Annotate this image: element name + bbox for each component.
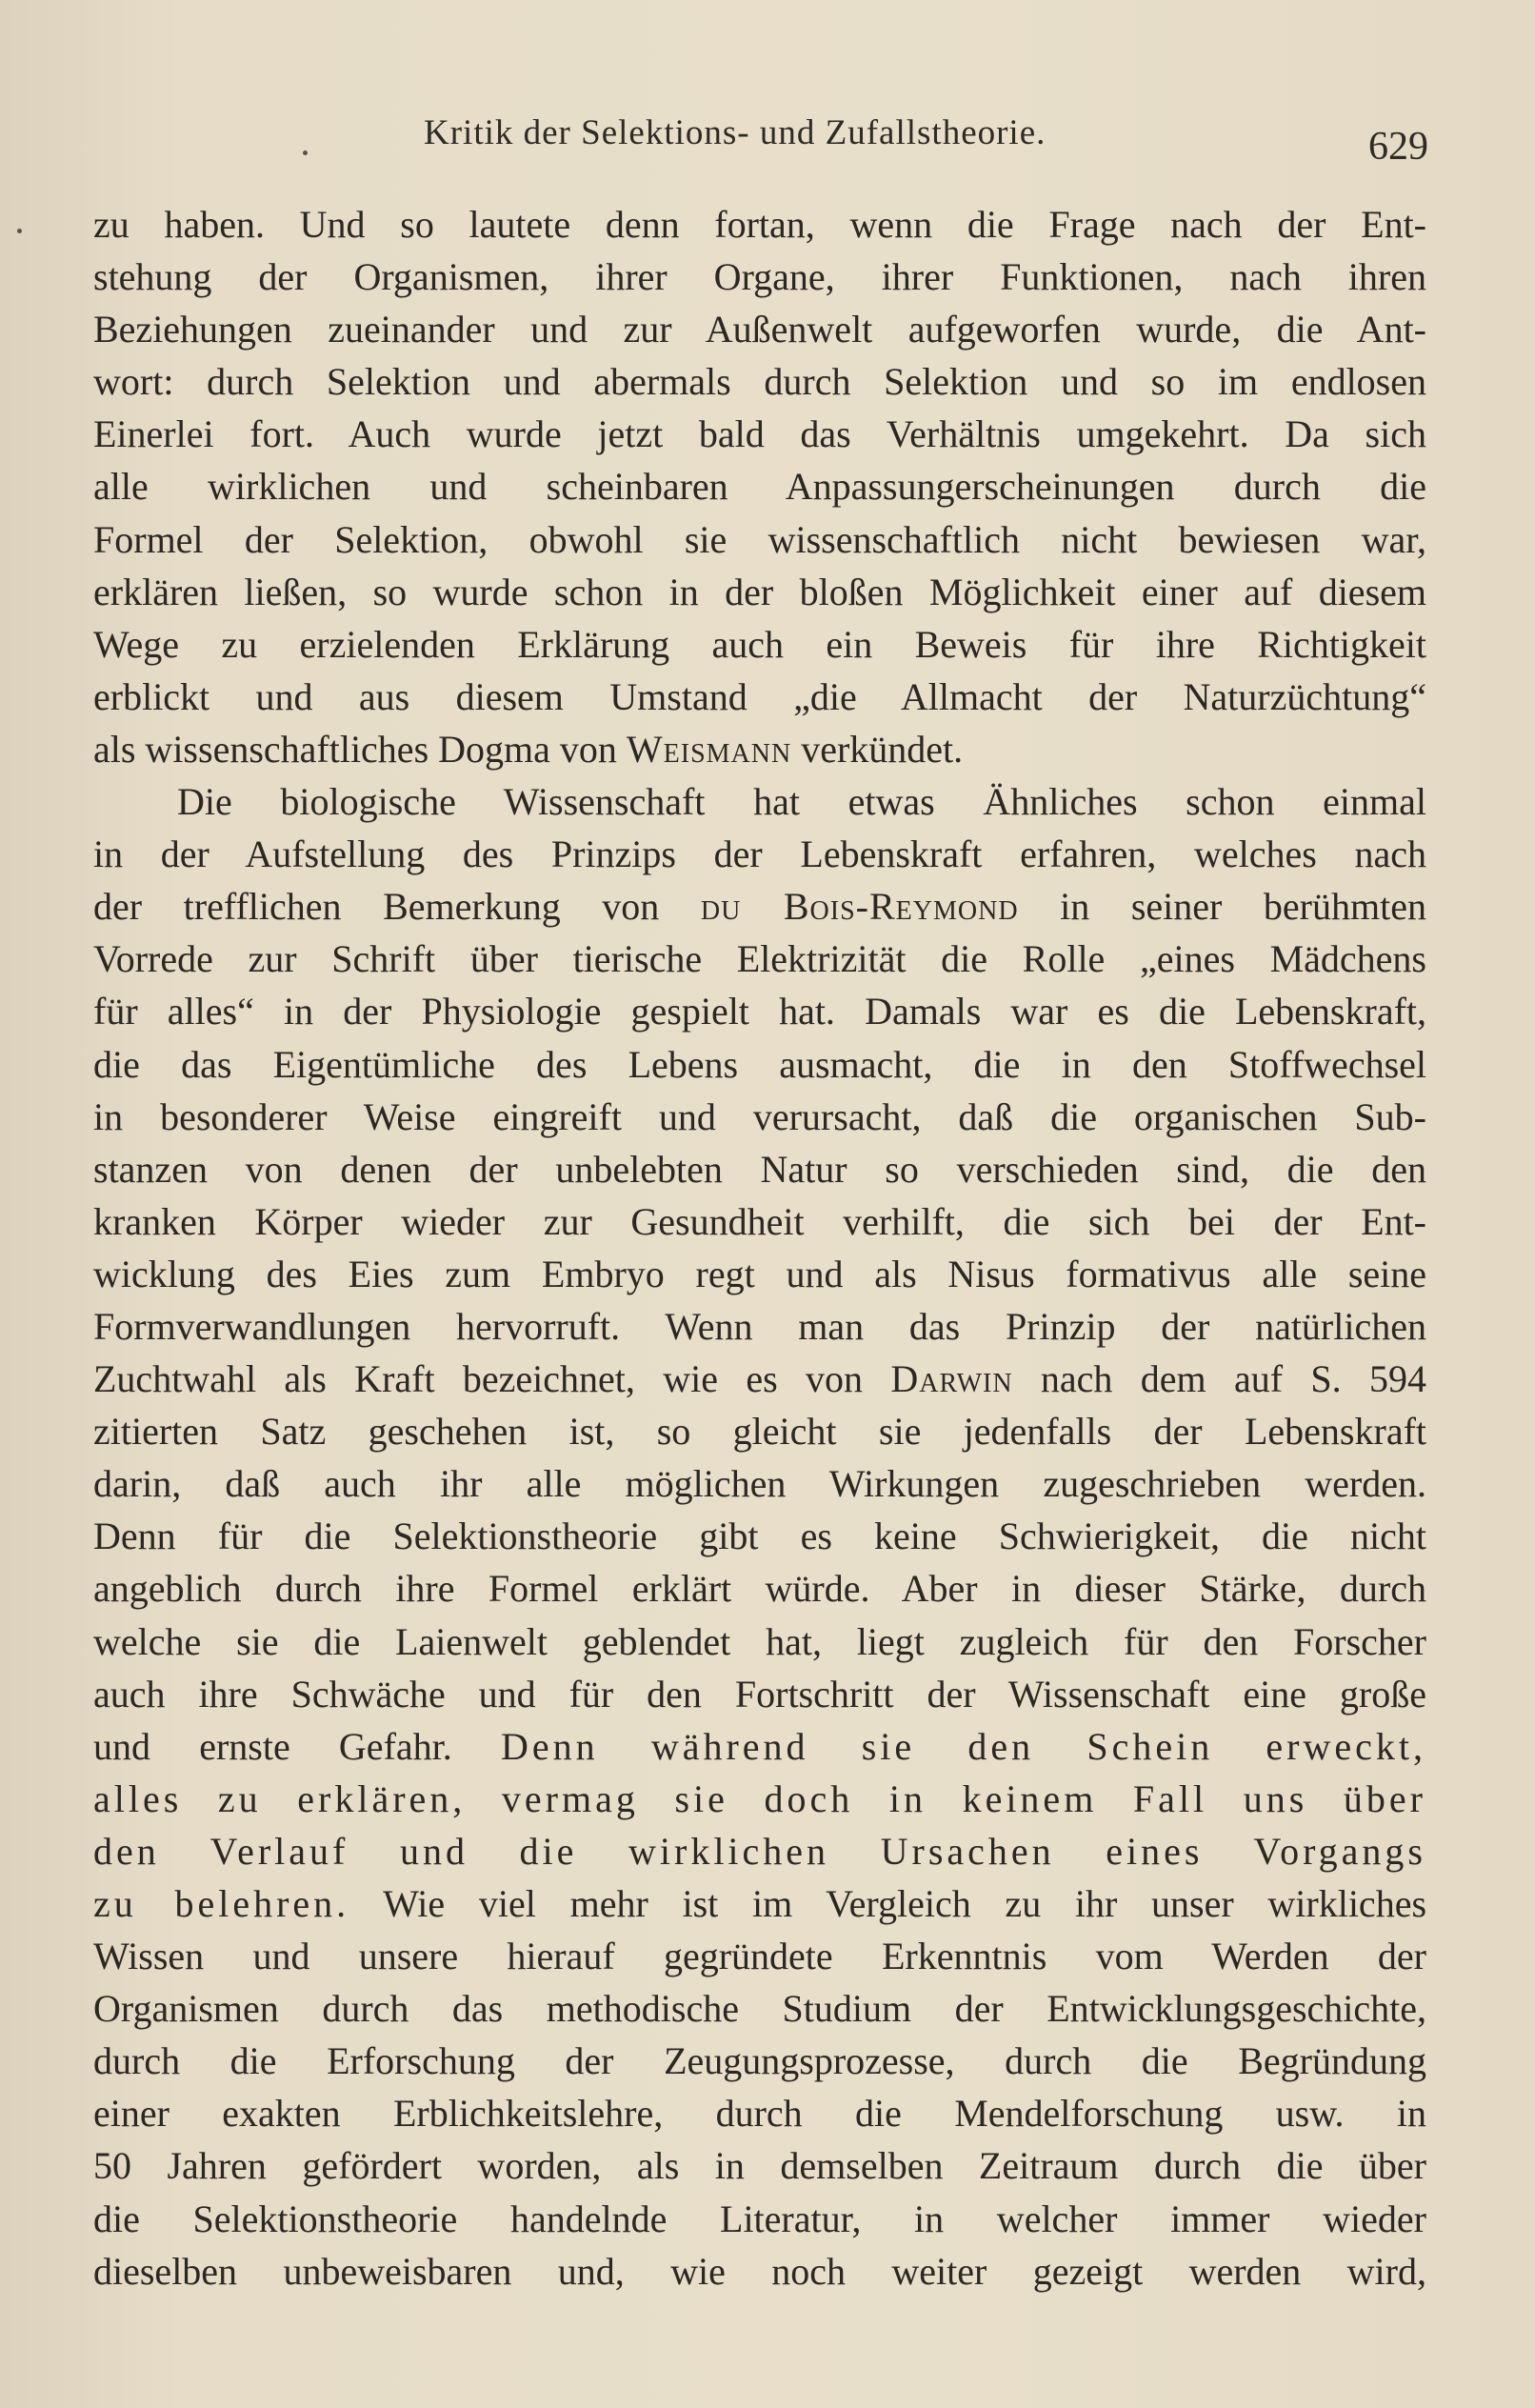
text-line: auch ihre Schwäche und für den Fortschritt der Wissenschaft eine große xyxy=(93,1672,1426,1716)
text-line: die das Eigentümliche des Lebens ausmacht, die in den Stoffwechsel xyxy=(93,1042,1426,1086)
text-line: zitierten Satz geschehen ist, so gleicht sie jedenfalls der Lebenskraft xyxy=(93,1410,1426,1454)
text-line: Die biologische Wissenschaft hat etwas Ähnliches schon einmal xyxy=(177,780,1426,824)
text-line: darin, daß auch ihr alle möglichen Wirkungen zugeschrieben werden. xyxy=(93,1462,1426,1506)
author-name-weismann: Weismann xyxy=(626,727,792,771)
text-line: in besonderer Weise eingreift und verursacht, daß die organischen Sub- xyxy=(93,1094,1426,1138)
text-line: Denn für die Selektionstheorie gibt es keine Schwierigkeit, die nicht xyxy=(93,1515,1426,1558)
text-line: in der Aufstellung des Prinzips der Lebenskraft erfahren, welches nach xyxy=(93,833,1426,876)
text-line: erklären ließen, so wurde schon in der bloßen Möglichkeit einer auf diesem xyxy=(93,570,1426,613)
text-line: wort: durch Selektion und abermals durch Selektion und so im endlosen xyxy=(93,360,1426,404)
text-line xyxy=(93,1877,1426,1930)
text-run: Wie viel mehr ist im Vergleich zu ihr unser wirkliches xyxy=(349,1882,1427,1925)
page-header xyxy=(0,112,1535,170)
text-run: als wissenschaftliches Dogma von xyxy=(93,727,627,771)
emphasized-line: den Verlauf und die wirklichen Ursachen eines Vorgangs xyxy=(93,1829,1426,1873)
body-text xyxy=(93,198,1426,2298)
text-line: wicklung des Eies zum Embryo regt und als Nisus formativus alle seine xyxy=(93,1252,1426,1295)
text-line: Formel der Selektion, obwohl sie wissenschaftlich nicht bewiesen war, xyxy=(93,517,1426,561)
page-number: 629 xyxy=(1368,125,1428,169)
text-run: in seiner berühmten xyxy=(1018,885,1426,929)
text-run: verkündet. xyxy=(791,727,964,771)
text-line: Formverwandlungen hervorruft. Wenn man das Prinzip der natürlichen xyxy=(93,1304,1426,1348)
text-line: für alles“ in der Physiologie gespielt hat. Damals war es die Lebenskraft, xyxy=(93,990,1426,1033)
text-line: einer exakten Erblichkeitslehre, durch die Mendelforschung usw. in xyxy=(93,2092,1426,2136)
text-line xyxy=(93,1720,1426,1773)
text-line: stanzen von denen der unbelebten Natur so verschieden sind, die den xyxy=(93,1147,1426,1191)
text-line: kranken Körper wieder zur Gesundheit verhilft, die sich bei der Ent- xyxy=(93,1199,1426,1243)
text-line xyxy=(93,1353,1426,1405)
text-line: Organismen durch das methodische Studium der Entwicklungsgeschichte, xyxy=(93,1987,1426,2031)
text-line xyxy=(93,880,1426,933)
text-run: Zuchtwahl als Kraft bezeichnet, wie es von xyxy=(93,1357,891,1401)
text-run: und ernste Gefahr. xyxy=(93,1724,501,1768)
text-line: dieselben unbeweisbaren und, wie noch weiter gezeigt werden wird, xyxy=(93,2249,1426,2293)
text-line: Einerlei fort. Auch wurde jetzt bald das Verhältnis umgekehrt. Da sich xyxy=(93,412,1426,456)
author-name-du-bois-reymond: du Bois-Reymond xyxy=(700,885,1019,929)
text-line: angeblich durch ihre Formel erklärt würde. Aber in dieser Stärke, durch xyxy=(93,1567,1426,1611)
text-line: Vorrede zur Schrift über tierische Elektrizität die Rolle „eines Mädchens xyxy=(93,937,1426,981)
text-line: die Selektionstheorie handelnde Literatur, in welcher immer wieder xyxy=(93,2197,1426,2240)
text-line: Wissen und unsere hierauf gegründete Erkenntnis vom Werden der xyxy=(93,1935,1426,1978)
text-line: Wege zu erzielenden Erklärung auch ein Beweis für ihre Richtigkeit xyxy=(93,622,1426,666)
text-line: durch die Erforschung der Zeugungsprozesse, durch die Begründung xyxy=(93,2039,1426,2083)
author-name-darwin: Darwin xyxy=(890,1357,1013,1401)
text-line: 50 Jahren gefördert worden, als in demselben Zeitraum durch die über xyxy=(93,2144,1426,2188)
running-head: Kritik der Selektions- und Zufallstheorie. xyxy=(424,113,1047,152)
emphasized-line: alles zu erklären, vermag sie doch in keinem Fall uns über xyxy=(93,1776,1426,1820)
text-line: erblickt und aus diesem Umstand „die Allmacht der Naturzüchtung“ xyxy=(93,674,1426,718)
text-run: nach dem auf S. 594 xyxy=(1012,1357,1426,1401)
text-line: alle wirklichen und scheinbaren Anpassungerscheinungen durch die xyxy=(93,465,1426,509)
text-run: der trefflichen Bemerkung von xyxy=(93,885,701,929)
emphasized-text: zu belehren. xyxy=(93,1882,350,1925)
text-line: stehung der Organismen, ihrer Organe, ihrer Funktionen, nach ihren xyxy=(93,255,1426,299)
text-line: zu haben. Und so lautete denn fortan, wenn die Frage nach der Ent- xyxy=(93,203,1426,246)
text-line: Beziehungen zueinander und zur Außenwelt aufgeworfen wurde, die Ant- xyxy=(93,308,1426,351)
text-line: welche sie die Laienwelt geblendet hat, liegt zugleich für den Forscher xyxy=(93,1619,1426,1663)
text-line xyxy=(93,723,1426,775)
margin-speck xyxy=(17,229,22,233)
emphasized-text: Denn während sie den Schein erweckt, xyxy=(500,1724,1426,1768)
